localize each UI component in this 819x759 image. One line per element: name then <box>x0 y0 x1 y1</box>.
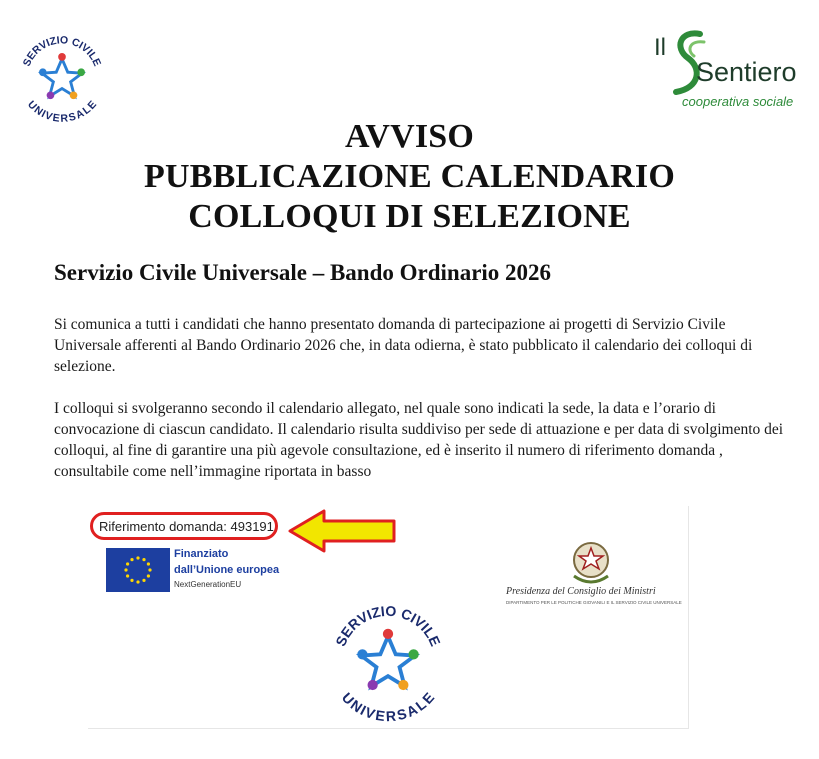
scu-arc-top: SERVIZIO CIVILE <box>20 34 104 69</box>
title-colloqui: COLLOQUI DI SELEZIONE <box>188 198 631 235</box>
example-image <box>88 506 689 729</box>
scu-arc-bottom: UNIVERSALE <box>24 98 100 125</box>
paragraph-details: I colloqui si svolgeranno secondo il calendario allegato, nel quale sono indicati la sede, la data e l’orario di convocazione di ciascun candidato. Il calendario risulta suddiviso per sede di attuazione e per data di svolgimento dei colloqui, al fine di garantire una più agevole consultazione, ed è inserito il numero di riferimento domanda , consultabile come nell’immagine riportata in basso <box>54 400 784 480</box>
eu-funding-line2: dall’Unione europea <box>174 564 280 576</box>
sentiero-logo <box>652 24 812 120</box>
title-pubblicazione: PUBBLICAZIONE CALENDARIO <box>144 158 675 195</box>
paragraph-intro: Si comunica a tutti i candidati che hanno presentato domanda di partecipazione ai progetti di Servizio Civile Universale afferenti al Bando Ordinario 2026 che, in data odierna, è stato pubblicato il calendario dei colloqui di selezione. <box>54 316 753 375</box>
eu-funding-line3: NextGenerationEU <box>174 580 242 589</box>
eu-funding-line1: Finanziato <box>174 548 229 560</box>
italian-emblem-icon <box>566 536 616 588</box>
reference-number-label: Riferimento domanda: 493191 <box>99 519 274 534</box>
sentiero-logo-word: Sentiero <box>696 57 797 87</box>
scu-large-arc-bottom: UNIVERSALE <box>338 689 438 725</box>
reference-highlight <box>90 512 278 540</box>
sentiero-logo-il: Il <box>654 34 666 61</box>
presidenza-caption: Presidenza del Consiglio dei Ministri <box>506 586 656 597</box>
title-avviso: AVVISO <box>344 118 475 155</box>
servizio-civile-logo-large <box>324 598 452 726</box>
sentiero-logo-subtitle: cooperativa sociale <box>682 94 794 109</box>
svg-text:SERVIZIO CIVILE <box>21 34 103 68</box>
svg-text:UNIVERSALE <box>339 689 437 724</box>
servizio-civile-logo <box>14 30 110 126</box>
eu-flag-icon <box>106 548 170 592</box>
arrow-left-icon <box>286 508 398 554</box>
scu-large-arc-top: SERVIZIO CIVILE <box>332 602 444 649</box>
subtitle: Servizio Civile Universale – Bando Ordinario 2026 <box>54 260 552 285</box>
svg-text:SERVIZIO CIVILE <box>332 603 444 649</box>
presidenza-department: DIPARTIMENTO PER LE POLITICHE GIOVANILI E IL SERVIZIO CIVILE UNIVERSALE <box>506 600 682 605</box>
